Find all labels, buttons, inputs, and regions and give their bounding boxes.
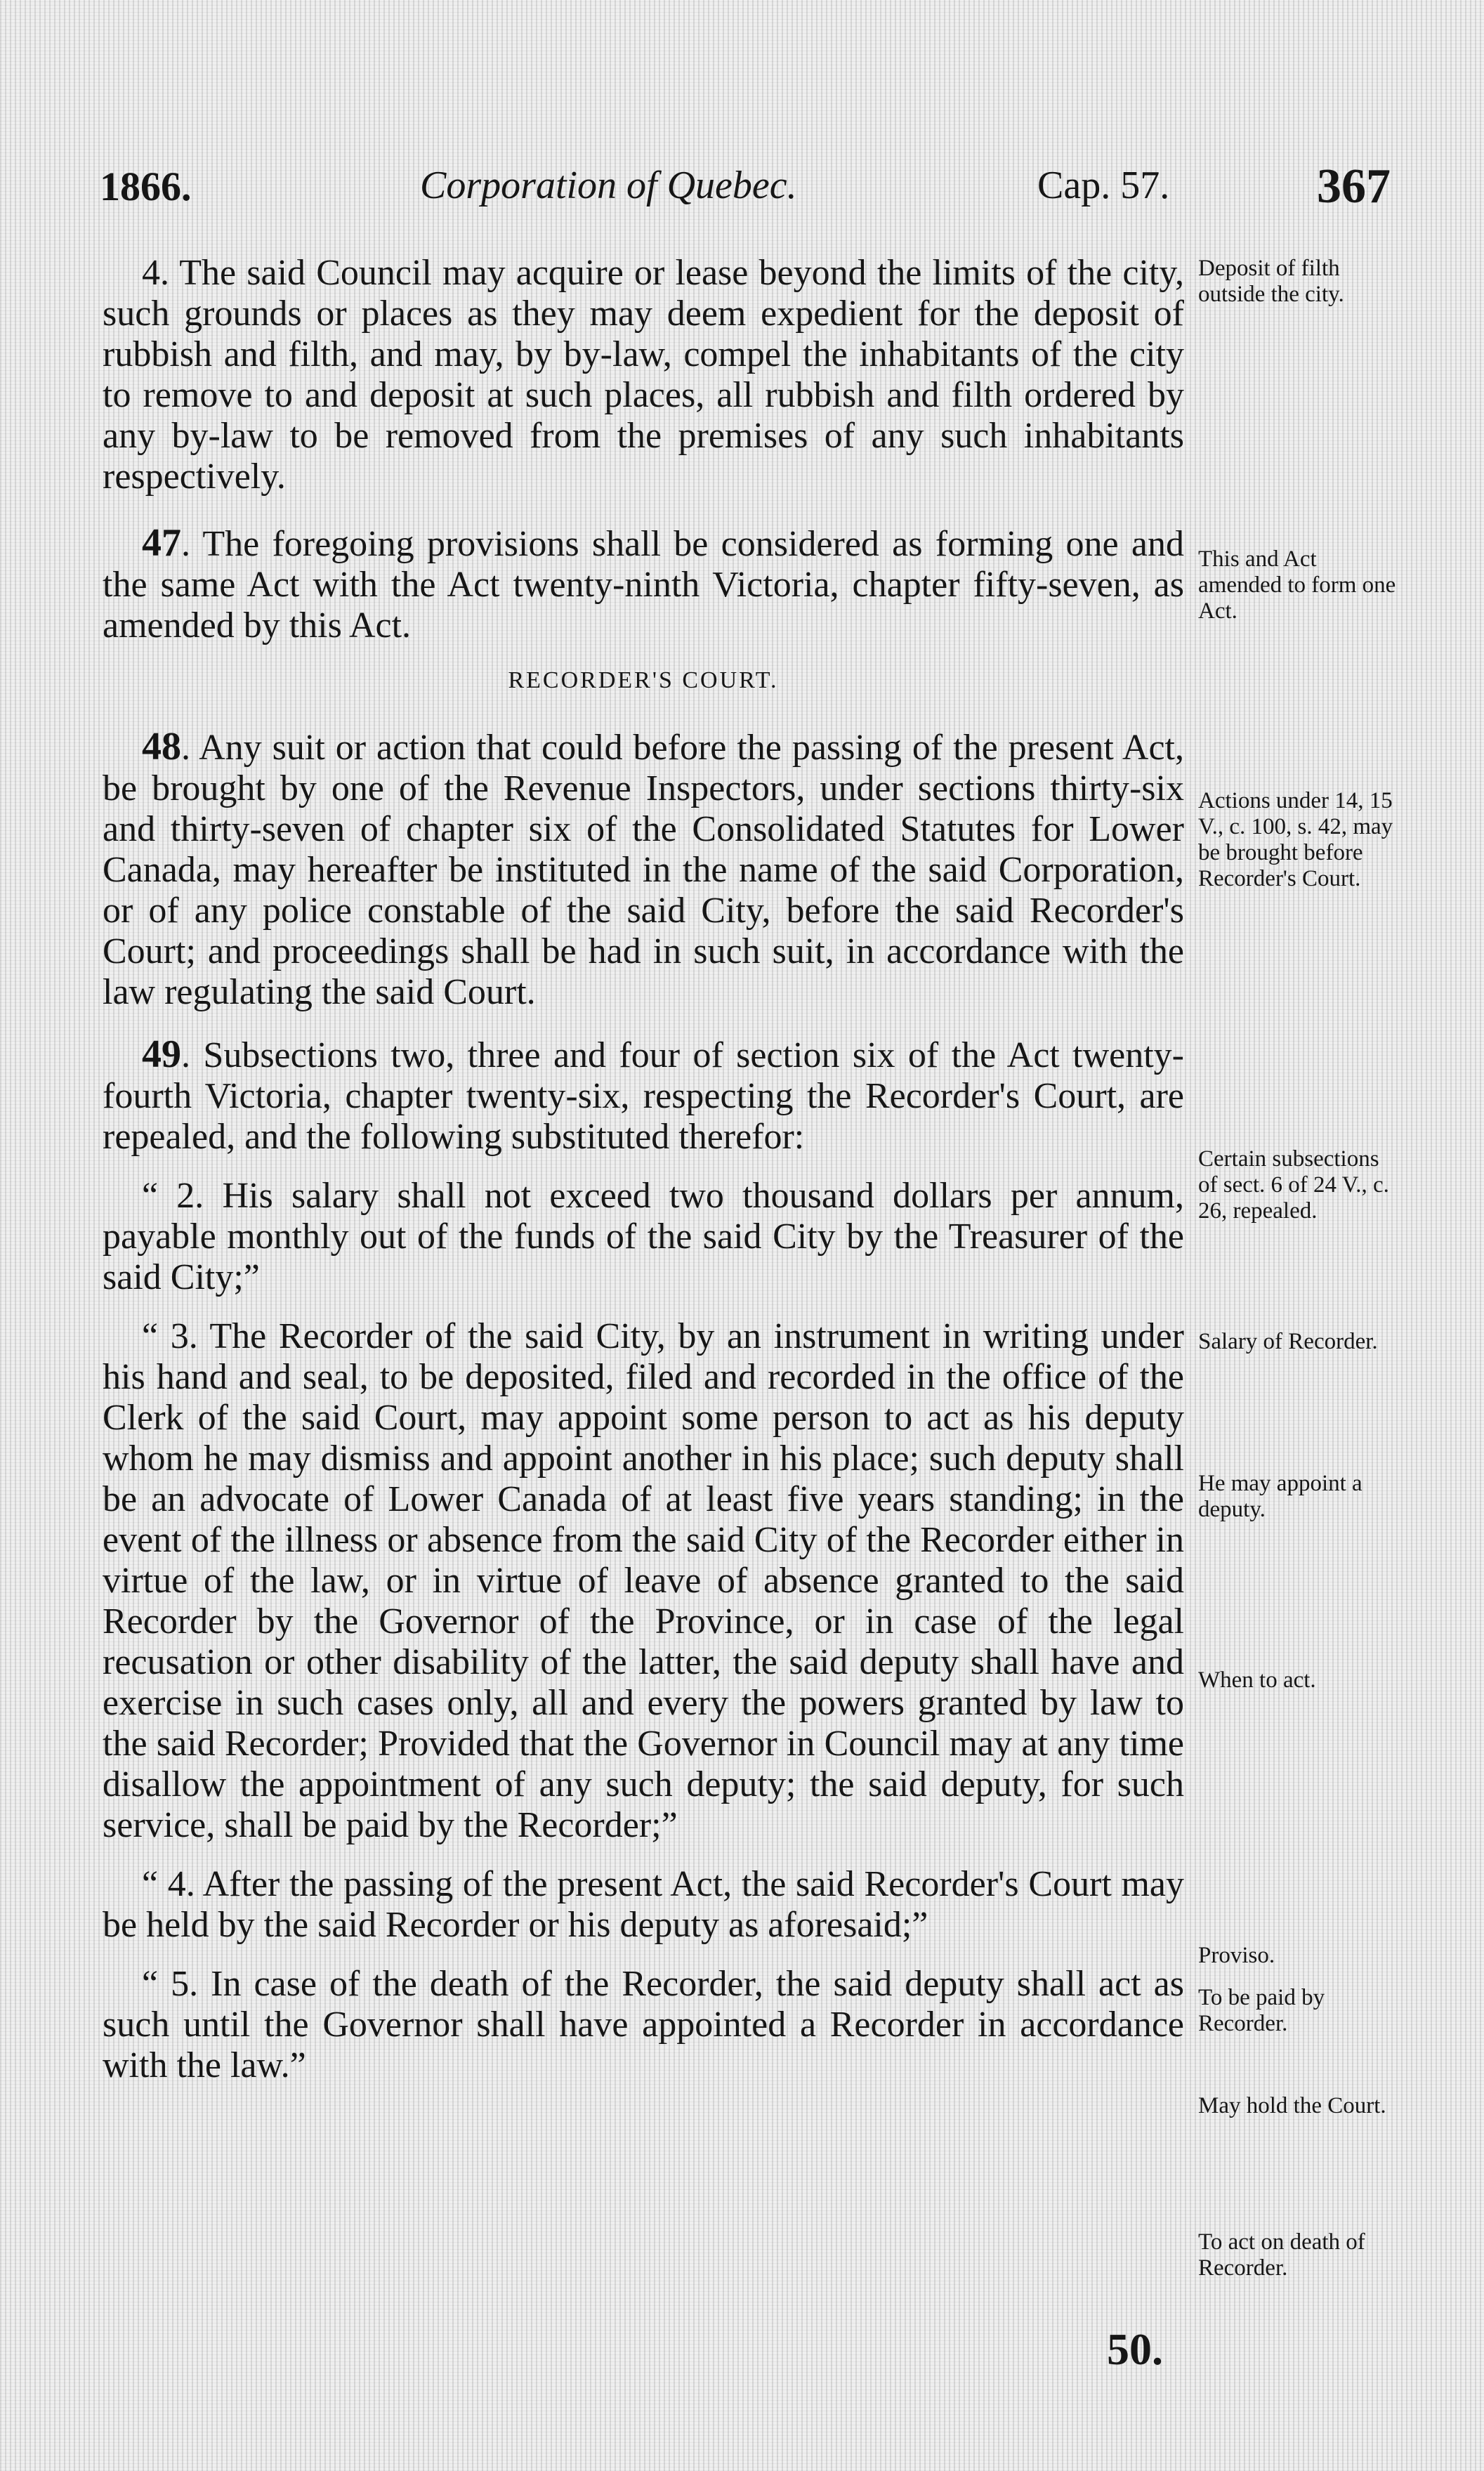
- section-47-number: 47: [142, 521, 181, 565]
- section-49-text: . Subsections two, three and four of section six of the Act twenty-fourth Victoria, chapter twenty-six, respecting the Recorder's Court, are repealed, and the following substituted therefor:: [103, 1035, 1184, 1157]
- header-chapter: Cap. 57.: [1037, 164, 1170, 207]
- paragraph-4: 4. The said Council may acquire or lease beyond the limits of the city, such grounds or places as they may deem expedient for the deposit of rubbish and filth, and may, by by-law, compel the inhabitants of the city to remove to and deposit at such places, all rubbish and filth ordered by any by-law to be removed from the premises of any such inhabitants respectively.: [103, 253, 1184, 497]
- section-49-number: 49: [142, 1033, 181, 1076]
- subsection-2: “ 2. His salary shall not exceed two thousand dollars per annum, payable monthly out of the funds of the said City by the Treasurer of the said City;”: [103, 1176, 1184, 1297]
- body-text: [103, 253, 1184, 2086]
- section-48-text: . Any suit or action that could before the passing of the present Act, be brought by one of the Revenue Inspectors, under sections thirty-six and thirty-seven of chapter six of the Consolidated Statutes for Lower Canada, may hereafter be instituted in the name of the said Corporation, or of any police constable of the said City, before the said Recorder's Court; and proceedings shall be had in such suit, in accordance with the law regulating the said Court.: [103, 728, 1184, 1012]
- margin-note-death: To act on death of Recorder.: [1198, 2229, 1365, 2281]
- page-number: 367: [1317, 159, 1391, 214]
- margin-note-paid: To be paid by Recorder.: [1198, 1985, 1325, 2036]
- section-heading: RECORDER'S COURT.: [508, 667, 779, 693]
- header-title: Corporation of Quebec.: [420, 164, 797, 207]
- margin-note-subsections: Certain subsections of sect. 6 of 24 V., c. 26, repealed.: [1198, 1146, 1389, 1224]
- section-48: [103, 726, 1184, 1013]
- section-48-number: 48: [142, 725, 181, 768]
- margin-note-salary: Salary of Recorder.: [1198, 1329, 1378, 1354]
- margin-note-deposit: Deposit of filth outside the city.: [1198, 256, 1344, 307]
- margin-note-deputy: He may appoint a deputy.: [1198, 1471, 1362, 1522]
- margin-note-when-act: When to act.: [1198, 1667, 1316, 1693]
- section-49: [103, 1034, 1184, 1158]
- catchword: 50.: [1107, 2324, 1163, 2374]
- margin-note-hold-court: May hold the Court.: [1198, 2093, 1386, 2118]
- subsection-5: “ 5. In case of the death of the Recorder, the said deputy shall act as such until the Governor shall have appointed a Recorder in accordance with the law.”: [103, 1964, 1184, 2085]
- subsection-4: “ 4. After the passing of the present Act, the said Recorder's Court may be held by the said Recorder or his deputy as aforesaid;”: [103, 1864, 1184, 1945]
- section-47: [103, 523, 1184, 646]
- margin-note-actions: Actions under 14, 15 V., c. 100, s. 42, may be brought before Recorder's Court.: [1198, 788, 1393, 891]
- margin-note-one-act: This and Act amended to form one Act.: [1198, 546, 1396, 624]
- subsection-3: “ 3. The Recorder of the said City, by an instrument in writing under his hand and seal, to be deposited, filed and recorded in the office of the Clerk of the said Court, may appoint some person to act as his deputy whom he may dismiss and appoint another in his place; such deputy shall be an advocate of Lower Canada of at least five years standing; in the event of the illness or absence from the said City of the Recorder either in virtue of the law, or in virtue of leave of absence granted to the said Recorder by the Governor of the Province, or in case of the legal recusation or other disability of the latter, the said deputy shall have and exercise in such cases only, all and every the powers granted by law to the said Recorder; Provided that the Governor in Council may at any time disallow the appointment of any such deputy; the said deputy, for such service, shall be paid by the Recorder;”: [103, 1316, 1184, 1845]
- margin-note-proviso: Proviso.: [1198, 1943, 1275, 1968]
- running-header: [100, 159, 1391, 219]
- section-47-text: . The foregoing provisions shall be considered as forming one and the same Act with the Act twenty-ninth Victoria, chapter fifty-seven, as amended by this Act.: [103, 524, 1184, 645]
- header-year: 1866.: [100, 164, 192, 209]
